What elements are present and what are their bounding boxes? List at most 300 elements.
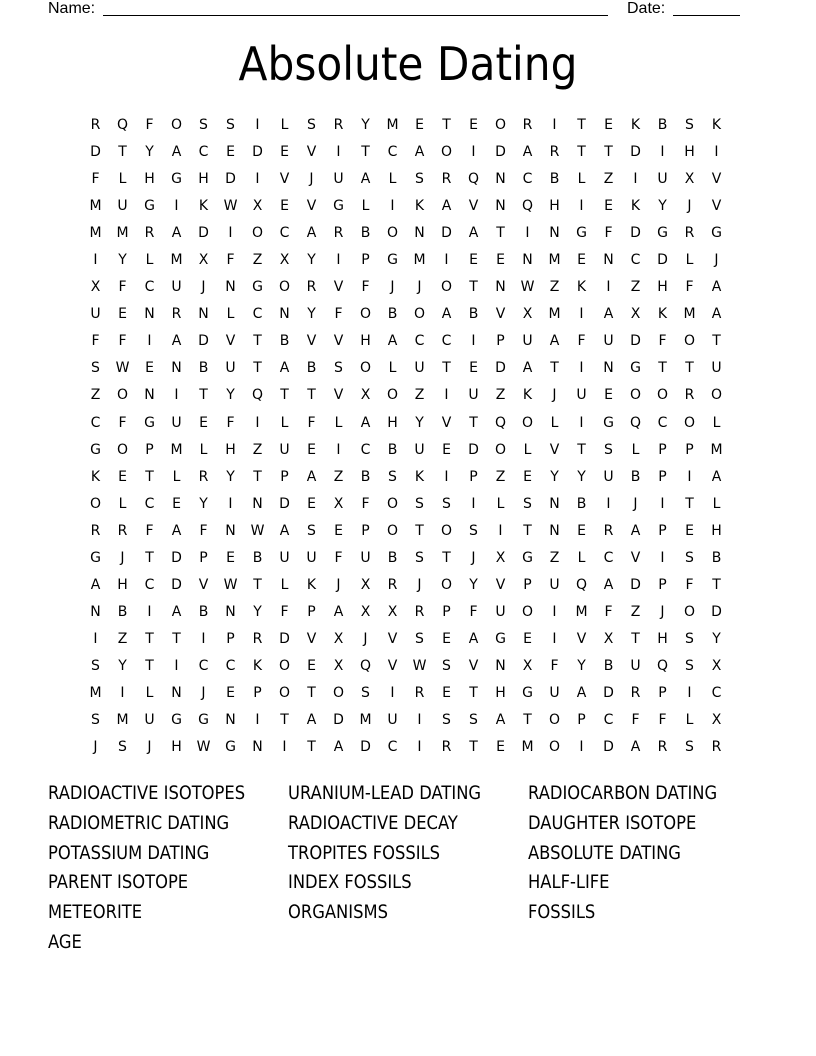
grid-letter: R — [657, 739, 668, 756]
grid-letter: M — [116, 225, 129, 242]
grid-letter: E — [685, 522, 694, 539]
name-blank-line — [103, 15, 608, 16]
grid-letter: A — [306, 468, 317, 485]
grid-letter: I — [147, 333, 152, 350]
grid-letter: E — [280, 144, 289, 161]
grid-letter: T — [604, 144, 613, 161]
grid-letter: E — [226, 684, 235, 701]
grid-letter: E — [577, 522, 586, 539]
grid-letter: I — [660, 144, 665, 161]
grid-letter: D — [225, 171, 236, 188]
grid-letter: T — [523, 712, 532, 729]
grid-letter: I — [714, 144, 719, 161]
grid-letter: P — [199, 549, 208, 566]
grid-letter: R — [333, 225, 344, 242]
grid-letter: G — [225, 739, 236, 756]
grid-letter: M — [548, 252, 561, 269]
grid-letter: I — [660, 549, 665, 566]
grid-letter: E — [145, 360, 154, 377]
grid-letter: L — [388, 360, 397, 377]
grid-letter: G — [657, 225, 668, 242]
grid-letter: U — [387, 712, 398, 729]
grid-letter: S — [604, 441, 613, 458]
grid-letter: G — [711, 225, 722, 242]
grid-letter: C — [198, 144, 209, 161]
grid-letter: D — [279, 495, 290, 512]
grid-letter: Y — [118, 657, 127, 674]
word-list-item: METEORITE — [48, 901, 143, 924]
grid-letter: A — [279, 360, 290, 377]
grid-letter: X — [333, 657, 344, 674]
grid-letter: N — [171, 360, 182, 377]
grid-letter: V — [306, 198, 317, 215]
grid-letter: U — [171, 414, 182, 431]
grid-letter: U — [306, 549, 317, 566]
grid-letter: L — [388, 171, 397, 188]
word-list-item: AGE — [48, 930, 82, 953]
word-list-item: POTASSIUM DATING — [48, 841, 210, 864]
grid-letter: C — [225, 657, 236, 674]
grid-letter: U — [360, 549, 371, 566]
grid-letter: L — [712, 495, 721, 512]
grid-letter: P — [442, 603, 451, 620]
grid-letter: V — [549, 441, 560, 458]
grid-letter: Q — [359, 657, 372, 674]
grid-letter: K — [576, 279, 587, 296]
grid-letter: X — [333, 495, 344, 512]
grid-letter: F — [145, 117, 154, 133]
grid-letter: B — [549, 171, 560, 188]
grid-letter: E — [577, 252, 586, 269]
grid-letter: T — [253, 576, 262, 593]
grid-letter: L — [577, 549, 586, 566]
grid-letter: L — [172, 468, 181, 485]
grid-letter: Z — [117, 630, 128, 647]
grid-letter: M — [710, 441, 723, 458]
grid-letter: O — [494, 441, 507, 458]
grid-letter: C — [522, 171, 533, 188]
word-search-grid — [82, 112, 730, 761]
grid-letter: S — [415, 171, 424, 188]
grid-letter: L — [361, 198, 370, 215]
grid-letter: T — [280, 387, 289, 404]
grid-letter: S — [388, 468, 397, 485]
grid-letter: B — [279, 333, 290, 350]
grid-letter: Y — [577, 468, 586, 485]
grid-letter: R — [630, 684, 641, 701]
grid-letter: Z — [549, 549, 560, 566]
grid-letter: V — [279, 171, 290, 188]
grid-letter: V — [198, 576, 209, 593]
grid-letter: A — [171, 603, 182, 620]
grid-letter: O — [89, 495, 102, 512]
grid-letter: O — [521, 414, 534, 431]
grid-letter: E — [280, 198, 289, 215]
grid-letter: T — [145, 630, 154, 647]
grid-letter: F — [226, 252, 235, 269]
grid-letter: I — [282, 739, 287, 756]
grid-letter: O — [386, 522, 399, 539]
grid-letter: E — [226, 549, 235, 566]
grid-letter: E — [226, 144, 235, 161]
grid-letter: I — [471, 144, 476, 161]
grid-letter: H — [198, 171, 209, 188]
grid-letter: M — [575, 603, 588, 620]
grid-letter: U — [522, 333, 533, 350]
grid-letter: O — [386, 387, 399, 404]
grid-letter: A — [441, 306, 452, 323]
grid-letter: S — [307, 117, 316, 133]
grid-letter: O — [440, 522, 453, 539]
grid-letter: A — [630, 522, 641, 539]
grid-letter: I — [579, 414, 584, 431]
grid-letter: I — [390, 684, 395, 701]
grid-letter: B — [198, 603, 209, 620]
grid-letter: T — [118, 144, 127, 161]
grid-letter: E — [118, 306, 127, 323]
grid-letter: K — [657, 306, 668, 323]
grid-letter: T — [253, 468, 262, 485]
grid-letter: G — [171, 712, 182, 729]
grid-letter: C — [144, 495, 155, 512]
grid-letter: P — [280, 468, 289, 485]
grid-letter: J — [363, 630, 368, 647]
grid-letter: A — [549, 333, 560, 350]
grid-letter: B — [306, 360, 317, 377]
grid-letter: J — [336, 576, 341, 593]
grid-letter: U — [576, 387, 587, 404]
grid-letter: U — [279, 441, 290, 458]
grid-letter: I — [147, 603, 152, 620]
grid-letter: I — [579, 739, 584, 756]
grid-letter: N — [225, 522, 236, 539]
grid-letter: O — [251, 225, 264, 242]
grid-letter: D — [252, 144, 263, 161]
grid-letter: S — [91, 360, 100, 377]
grid-letter: O — [278, 684, 291, 701]
grid-letter: L — [550, 414, 559, 431]
grid-letter: X — [252, 198, 263, 215]
grid-letter: G — [387, 252, 398, 269]
grid-letter: D — [603, 684, 614, 701]
grid-letter: A — [90, 576, 101, 593]
grid-letter: D — [630, 144, 641, 161]
grid-letter: A — [387, 333, 398, 350]
grid-letter: U — [414, 360, 425, 377]
grid-letter: L — [334, 414, 343, 431]
grid-letter: T — [253, 360, 262, 377]
grid-letter: X — [684, 171, 695, 188]
word-list-item: TROPITES FOSSILS — [288, 841, 441, 864]
grid-letter: Q — [629, 414, 642, 431]
grid-letter: K — [306, 576, 317, 593]
grid-letter: I — [255, 117, 260, 133]
grid-letter: A — [279, 522, 290, 539]
grid-letter: D — [171, 576, 182, 593]
grid-letter: R — [522, 117, 533, 133]
grid-letter: T — [469, 684, 478, 701]
grid-letter: K — [414, 468, 425, 485]
grid-letter: I — [255, 171, 260, 188]
grid-letter: L — [280, 414, 289, 431]
grid-letter: T — [307, 739, 316, 756]
grid-letter: B — [387, 306, 398, 323]
grid-letter: E — [172, 495, 181, 512]
grid-letter: T — [307, 387, 316, 404]
grid-letter: T — [685, 360, 694, 377]
grid-letter: Z — [252, 441, 263, 458]
grid-letter: F — [145, 522, 154, 539]
grid-letter: U — [657, 171, 668, 188]
grid-letter: S — [226, 117, 235, 133]
grid-letter: I — [687, 468, 692, 485]
grid-letter: N — [225, 712, 236, 729]
grid-letter: E — [199, 414, 208, 431]
grid-letter: T — [712, 576, 721, 593]
grid-letter: N — [252, 739, 263, 756]
grid-letter: Y — [712, 630, 721, 647]
grid-letter: X — [360, 576, 371, 593]
word-list-item: RADIOCARBON DATING — [528, 782, 718, 804]
grid-letter: L — [280, 117, 289, 133]
grid-letter: X — [387, 603, 398, 620]
word-list-item: ABSOLUTE DATING — [528, 841, 681, 864]
grid-letter: T — [442, 360, 451, 377]
grid-letter: O — [440, 576, 453, 593]
grid-letter: O — [629, 387, 642, 404]
grid-letter: A — [441, 198, 452, 215]
grid-letter: F — [550, 657, 559, 674]
grid-letter: X — [198, 252, 209, 269]
grid-letter: I — [552, 117, 557, 133]
grid-letter: S — [469, 712, 478, 729]
grid-letter: R — [414, 603, 425, 620]
grid-letter: J — [552, 387, 557, 404]
grid-letter: N — [549, 495, 560, 512]
grid-letter: I — [336, 252, 341, 269]
grid-letter: V — [333, 333, 344, 350]
grid-letter: P — [577, 712, 586, 729]
grid-letter: M — [521, 739, 534, 756]
grid-letter: O — [386, 225, 399, 242]
grid-letter: O — [413, 306, 426, 323]
grid-letter: O — [710, 387, 723, 404]
grid-letter: O — [386, 495, 399, 512]
grid-letter: J — [633, 495, 638, 512]
grid-letter: I — [471, 333, 476, 350]
grid-letter: B — [603, 657, 614, 674]
grid-letter: Q — [494, 414, 507, 431]
grid-letter: M — [89, 684, 102, 701]
grid-letter: V — [333, 279, 344, 296]
grid-letter: A — [306, 225, 317, 242]
grid-letter: J — [714, 252, 719, 269]
grid-letter: V — [468, 657, 479, 674]
grid-letter: O — [440, 279, 453, 296]
grid-letter: H — [657, 630, 668, 647]
grid-letter: S — [685, 739, 694, 756]
grid-letter: C — [414, 333, 425, 350]
grid-letter: U — [468, 387, 479, 404]
grid-letter: R — [198, 468, 209, 485]
grid-letter: Z — [414, 387, 425, 404]
grid-letter: L — [145, 684, 154, 701]
grid-letter: M — [89, 198, 102, 215]
grid-letter: W — [223, 198, 238, 215]
grid-letter: M — [89, 225, 102, 242]
grid-letter: H — [711, 522, 722, 539]
grid-letter: T — [523, 522, 532, 539]
grid-letter: D — [171, 549, 182, 566]
grid-letter: U — [279, 549, 290, 566]
grid-letter: F — [334, 549, 343, 566]
grid-letter: J — [417, 576, 422, 593]
word-list-item: PARENT ISOTOPE — [48, 871, 189, 894]
grid-letter: L — [118, 495, 127, 512]
grid-letter: L — [712, 414, 721, 431]
grid-letter: D — [495, 360, 506, 377]
grid-letter: F — [685, 279, 694, 296]
grid-letter: F — [307, 414, 316, 431]
grid-letter: L — [577, 171, 586, 188]
grid-letter: R — [252, 630, 263, 647]
grid-letter: O — [683, 603, 696, 620]
grid-letter: V — [711, 171, 722, 188]
grid-letter: S — [685, 549, 694, 566]
grid-letter: W — [520, 279, 535, 296]
grid-letter: D — [279, 630, 290, 647]
grid-letter: A — [576, 684, 587, 701]
grid-letter: J — [660, 603, 665, 620]
grid-letter: P — [307, 603, 316, 620]
grid-letter: B — [387, 549, 398, 566]
grid-letter: I — [552, 603, 557, 620]
grid-letter: E — [442, 441, 451, 458]
grid-letter: F — [685, 576, 694, 593]
grid-letter: P — [523, 576, 532, 593]
grid-letter: P — [658, 522, 667, 539]
grid-letter: E — [496, 252, 505, 269]
grid-letter: R — [414, 684, 425, 701]
grid-letter: T — [361, 144, 370, 161]
grid-letter: O — [116, 387, 129, 404]
grid-letter: B — [711, 549, 722, 566]
grid-letter: R — [684, 225, 695, 242]
word-list-item: HALF-LIFE — [528, 871, 610, 894]
grid-letter: F — [118, 279, 127, 296]
grid-letter: I — [228, 495, 233, 512]
grid-letter: I — [174, 198, 179, 215]
grid-letter: V — [306, 630, 317, 647]
grid-letter: B — [657, 117, 668, 133]
grid-letter: N — [603, 360, 614, 377]
grid-letter: G — [333, 198, 344, 215]
grid-letter: C — [279, 225, 290, 242]
grid-letter: K — [198, 198, 209, 215]
grid-letter: I — [579, 198, 584, 215]
grid-letter: X — [495, 549, 506, 566]
grid-letter: X — [279, 252, 290, 269]
grid-letter: O — [548, 712, 561, 729]
grid-letter: A — [603, 576, 614, 593]
grid-letter: E — [118, 468, 127, 485]
grid-letter: F — [199, 522, 208, 539]
word-list-item: DAUGHTER ISOTOPE — [528, 811, 697, 834]
grid-letter: I — [201, 630, 206, 647]
grid-letter: E — [604, 387, 613, 404]
grid-letter: B — [630, 468, 641, 485]
grid-letter: I — [606, 495, 611, 512]
grid-letter: S — [685, 117, 694, 133]
grid-letter: S — [415, 495, 424, 512]
grid-letter: L — [523, 441, 532, 458]
grid-letter: A — [171, 522, 182, 539]
grid-letter: V — [333, 387, 344, 404]
grid-letter: R — [90, 522, 101, 539]
grid-letter: X — [360, 603, 371, 620]
grid-letter: U — [630, 657, 641, 674]
word-list-item: FOSSILS — [528, 901, 596, 924]
grid-letter: Q — [656, 657, 669, 674]
grid-letter: E — [415, 117, 424, 133]
grid-letter: I — [498, 522, 503, 539]
grid-letter: E — [334, 522, 343, 539]
grid-letter: E — [604, 117, 613, 133]
grid-letter: Y — [226, 387, 235, 404]
grid-letter: O — [548, 739, 561, 756]
grid-letter: D — [468, 441, 479, 458]
grid-letter: B — [576, 495, 587, 512]
page-title: Absolute Dating — [238, 37, 578, 91]
grid-letter: M — [413, 252, 426, 269]
grid-letter: O — [278, 657, 291, 674]
grid-letter: F — [658, 333, 667, 350]
grid-letter: P — [226, 630, 235, 647]
grid-letter: J — [417, 279, 422, 296]
grid-letter: D — [90, 144, 101, 161]
grid-letter: I — [444, 252, 449, 269]
grid-letter: O — [656, 387, 669, 404]
grid-letter: W — [115, 360, 130, 377]
grid-letter: D — [630, 333, 641, 350]
grid-letter: N — [414, 225, 425, 242]
grid-letter: J — [120, 549, 125, 566]
grid-letter: Z — [630, 279, 641, 296]
grid-letter: S — [415, 549, 424, 566]
grid-letter: D — [603, 739, 614, 756]
grid-letter: U — [549, 684, 560, 701]
grid-letter: C — [630, 252, 641, 269]
grid-letter: V — [387, 630, 398, 647]
grid-letter: O — [116, 441, 129, 458]
grid-letter: O — [683, 414, 696, 431]
grid-letter: F — [118, 333, 127, 350]
grid-letter: X — [522, 657, 533, 674]
grid-letter: S — [91, 657, 100, 674]
grid-letter: V — [306, 144, 317, 161]
grid-letter: O — [170, 117, 183, 133]
grid-letter: E — [307, 441, 316, 458]
grid-letter: M — [548, 306, 561, 323]
grid-letter: I — [417, 712, 422, 729]
grid-letter: R — [171, 306, 182, 323]
grid-letter: F — [658, 712, 667, 729]
grid-letter: L — [226, 306, 235, 323]
grid-letter: F — [361, 495, 370, 512]
grid-letter: Q — [575, 576, 588, 593]
grid-letter: I — [687, 684, 692, 701]
grid-letter: J — [147, 739, 152, 756]
